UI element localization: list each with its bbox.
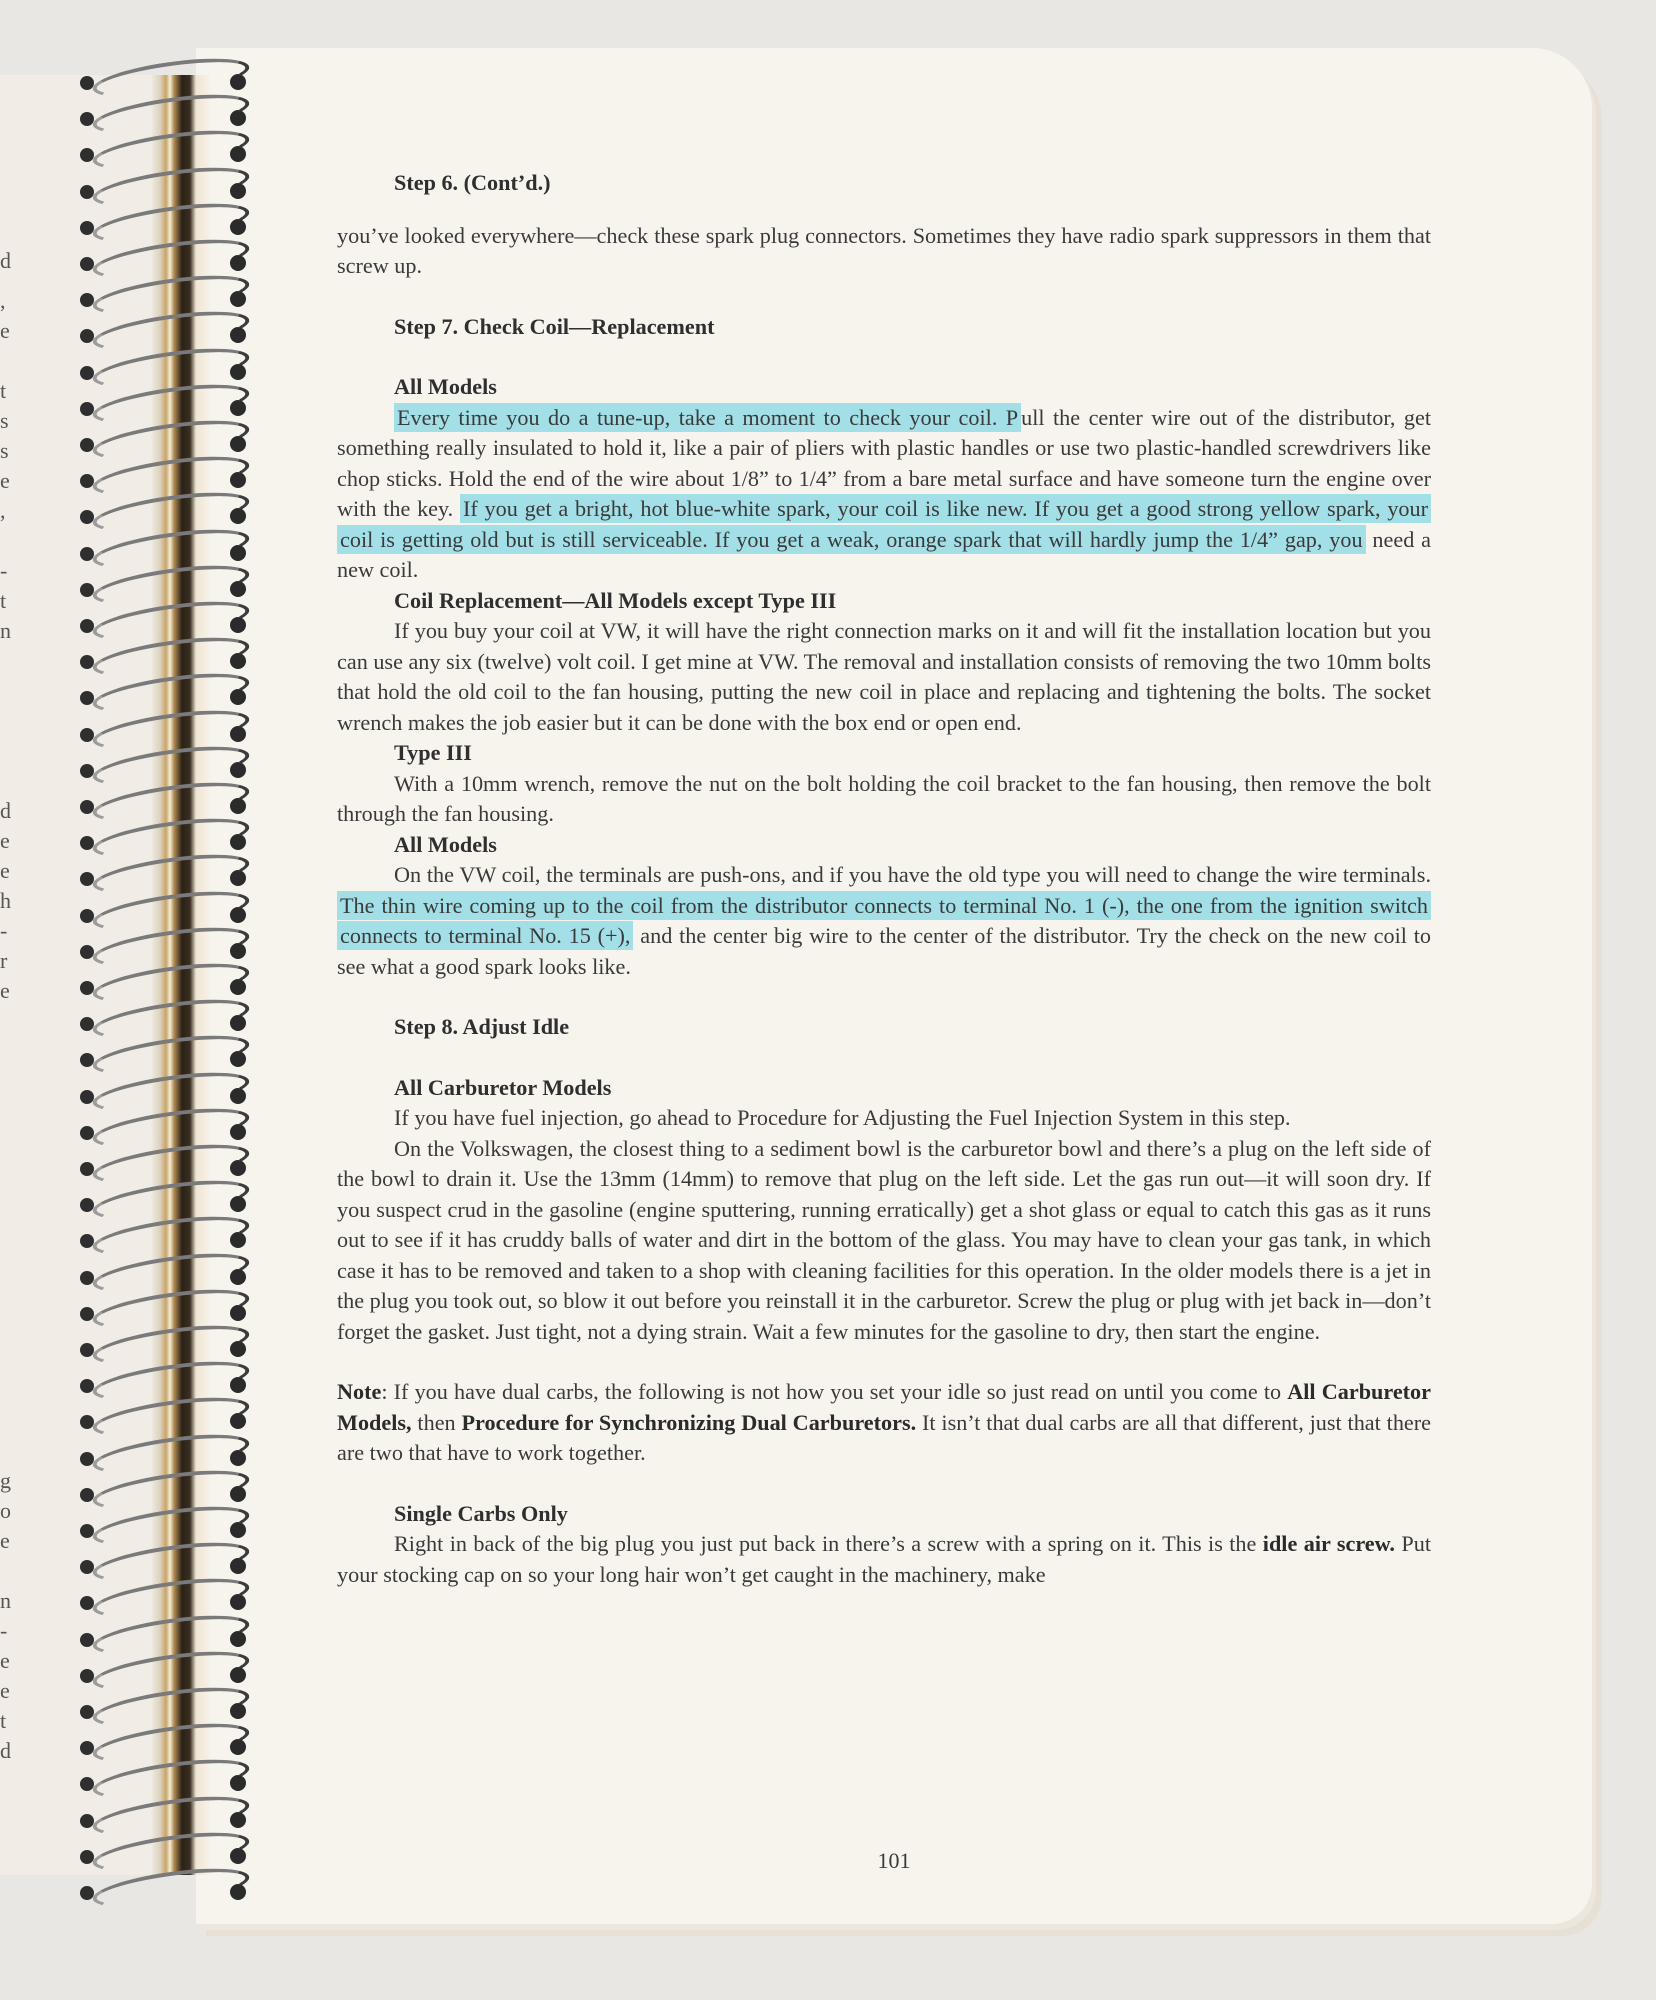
coil-check-paragraph: Every time you do a tune-up, take a moment to check your coil. P ull the center wire out of the distributor, get something really insulated to hold it, like a pair of pliers with plastic handles or use two plastic-handled screwdrivers like chop sticks. Hold the end of the wire about 1/8” to 1/4” from a bare metal surface and have someone turn the engine over with the key. If you get a bright, hot blue-white spark, your coil is like new. If you get a good strong yellow spark, your coil is getting old but is still serviceable. If you get a weak, orange spark that will hardly jump the 1/4” gap, you need a new coil. [337, 404, 1431, 582]
coil-replacement-paragraph: If you buy your coil at VW, it will have the right connection marks on it and will fit the installation location but you can use any six (twelve) volt coil. I get mine at VW. The removal and installation consists of removing the two 10mm bolts that hold the old coil to the fan housing, putting the new coil in place and replacing and tightening the bolts. The socket wrench makes the job easier but it can be done with the box end or open end. [337, 618, 1431, 735]
left-page-fragment: d [0, 248, 11, 273]
left-page-fragment: o [0, 1498, 11, 1523]
spiral-coil [80, 1834, 250, 1868]
left-page-fragment: g [0, 1468, 11, 1493]
spiral-coil [80, 1508, 250, 1542]
fuel-injection-paragraph: If you have fuel injection, go ahead to Procedure for Adjusting the Fuel Injection System in this step. [394, 1105, 1291, 1130]
left-page-fragment: e [0, 1648, 10, 1673]
spiral-coil [80, 1725, 250, 1759]
spiral-coil [80, 1870, 250, 1904]
sediment-bowl-paragraph: On the Volkswagen, the closest thing to a sediment bowl is the carburetor bowl and there’s a plug on the left side of the bowl to drain it. Use the 13mm (14mm) to remove that plug on the left side. Let the gas run out—it will soon dry. If you suspect crud in the gasoline (engine sputtering, running erratically) get a shot glass or equal to catch this gas as it runs out to see if it has cruddy balls of water and dirt in the bottom of the glass. You may have to clean your gas tank, in which case it has to be removed and taken to a shop with cleaning facilities for this operation. In the older models there is a jet in the plug you took out, so blow it out before you reinstall it in the carburetor. Screw the plug or plug with jet back in—don’t forget the gasket. Just tight, not a dying strain. Wait a few minutes for the gasoline to dry, then start the engine. [337, 1135, 1431, 1344]
step6-heading: Step 6. (Cont’d.) [394, 170, 551, 195]
highlight: Every time you do a tune-up, take a moment to check your coil. P [394, 403, 1021, 432]
left-page-fragment: d [0, 798, 11, 823]
step7-heading: Step 7. Check Coil—Replacement [394, 313, 715, 339]
terminals-paragraph: On the VW coil, the terminals are push-ons, and if you have the old type you will need to change the wire terminals. The thin wire coming up to the coil from the distributor connects to terminal No. 1 (-), the one from the ignition switch connects to terminal No. 15 (+), and the center big wire to the center of the distributor. Try the check on the new coil to see what a good spark looks like. [337, 862, 1432, 979]
left-page-fragment: d [0, 1738, 11, 1763]
step8-heading: Step 8. Adjust Idle [394, 1014, 570, 1039]
spiral-coil [80, 277, 250, 311]
highlight: The thin wire coming up to the coil from the distributor connects to terminal No. 1 (-), the one from the ignition switch connects to terminal No. 15 (+), [337, 891, 1431, 951]
spiral-coil [80, 1399, 250, 1433]
left-page-fragment: , [0, 498, 6, 523]
spiral-coil [80, 639, 250, 673]
spiral-coil [80, 241, 250, 275]
spiral-coil [80, 965, 250, 999]
spiral-coil [80, 603, 250, 637]
spiral-coil [80, 820, 250, 854]
left-page-fragment: - [0, 1618, 8, 1643]
type3-paragraph: With a 10mm wrench, remove the nut on the bolt holding the coil bracket to the fan housing, then remove the bolt through the fan housing. [337, 770, 1431, 826]
left-page-fragment: n [0, 1588, 11, 1613]
spiral-coil [80, 350, 250, 384]
left-page-fragment: t [0, 378, 7, 403]
spiral-coil [80, 1580, 250, 1614]
spiral-coil [80, 1544, 250, 1578]
spiral-coil [80, 1472, 250, 1506]
spiral-coil [80, 458, 250, 492]
spiral-coil [80, 1182, 250, 1216]
spiral-coil [80, 531, 250, 565]
spiral-coil [80, 96, 250, 130]
left-page-fragment: t [0, 588, 7, 613]
spiral-coil [80, 60, 250, 94]
spiral-coil [80, 1146, 250, 1180]
spiral-coil [80, 1291, 250, 1325]
spiral-coil [80, 1327, 250, 1361]
left-page-fragment: n [0, 618, 11, 643]
spiral-coil [80, 929, 250, 963]
left-page-fragment: e [0, 318, 10, 343]
spiral-coil [80, 205, 250, 239]
spiral-coil [80, 1037, 250, 1071]
spiral-coil [80, 748, 250, 782]
page-text [337, 168, 1431, 1590]
spiral-coil [80, 1001, 250, 1035]
left-page-fragment: e [0, 978, 10, 1003]
spiral-coil [80, 784, 250, 818]
left-page-fragment: r [0, 948, 8, 973]
left-page-fragment: - [0, 558, 8, 583]
coil-replacement-heading: Coil Replacement—All Models except Type III [394, 587, 837, 613]
spiral-coil [80, 712, 250, 746]
left-page-fragment: e [0, 468, 10, 493]
spiral-coil [80, 856, 250, 890]
spiral-coil [80, 675, 250, 709]
note-paragraph: Note: If you have dual carbs, the following is not how you set your idle so just read on until you come to All Carburetor Models, then Procedure for Synchronizing Dual Carburetors. It isn’t that dual carbs are all that different, just that there are two that have to work together. [337, 1379, 1432, 1465]
type3-heading: Type III [394, 740, 472, 765]
spiral-coil [80, 567, 250, 601]
spiral-coil [80, 1689, 250, 1723]
spiral-coil [80, 1218, 250, 1252]
highlight: If you get a bright, hot blue-white spark, your coil is like new. If you get a good strong yellow spark, your coil is getting old but is still serviceable. If you get a weak, orange spark that will hardly jump the 1/4” gap, you [337, 494, 1431, 554]
spiral-coil [80, 1255, 250, 1289]
spiral-coil [80, 893, 250, 927]
left-page-fragment: h [0, 888, 11, 913]
spiral-coil [80, 1798, 250, 1832]
spiral-coil [80, 422, 250, 456]
left-page-fragment: - [0, 918, 8, 943]
all-models-heading: All Models [394, 374, 497, 399]
spiral-coil [80, 1074, 250, 1108]
left-page-fragment: e [0, 858, 10, 883]
left-page-fragment: t [0, 1708, 7, 1733]
spiral-coil [80, 1363, 250, 1397]
spiral-coil [80, 494, 250, 528]
all-models-heading-2: All Models [394, 831, 497, 857]
all-carburetor-models-heading: All Carburetor Models [394, 1074, 612, 1100]
spiral-coil [80, 313, 250, 347]
left-page-fragment: e [0, 1678, 10, 1703]
step6-paragraph: you’ve looked everywhere—check these spark plug connectors. Sometimes they have radio spark suppressors in them that screw up. [337, 222, 1431, 278]
spiral-coil [80, 132, 250, 166]
left-page-fragment: e [0, 1528, 10, 1553]
left-page-fragment: s [0, 438, 9, 463]
left-page-fragment: s [0, 408, 9, 433]
left-page-fragment: e [0, 828, 10, 853]
single-carbs-paragraph: Right in back of the big plug you just put back in there’s a screw with a spring on it. This is the idle air screw. Put your stocking cap on so your long hair won’t get caught in the machinery, make [337, 1531, 1431, 1587]
spiral-coil [80, 1110, 250, 1144]
spiral-coil [80, 169, 250, 203]
single-carbs-heading: Single Carbs Only [394, 1500, 568, 1526]
spiral-coil [80, 386, 250, 420]
spiral-coil [80, 1653, 250, 1687]
left-page-fragment: , [0, 288, 6, 313]
page-number: 101 [877, 1848, 911, 1873]
spiral-binding [80, 60, 260, 1940]
spiral-coil [80, 1436, 250, 1470]
spiral-coil [80, 1617, 250, 1651]
spiral-coil [80, 1761, 250, 1795]
